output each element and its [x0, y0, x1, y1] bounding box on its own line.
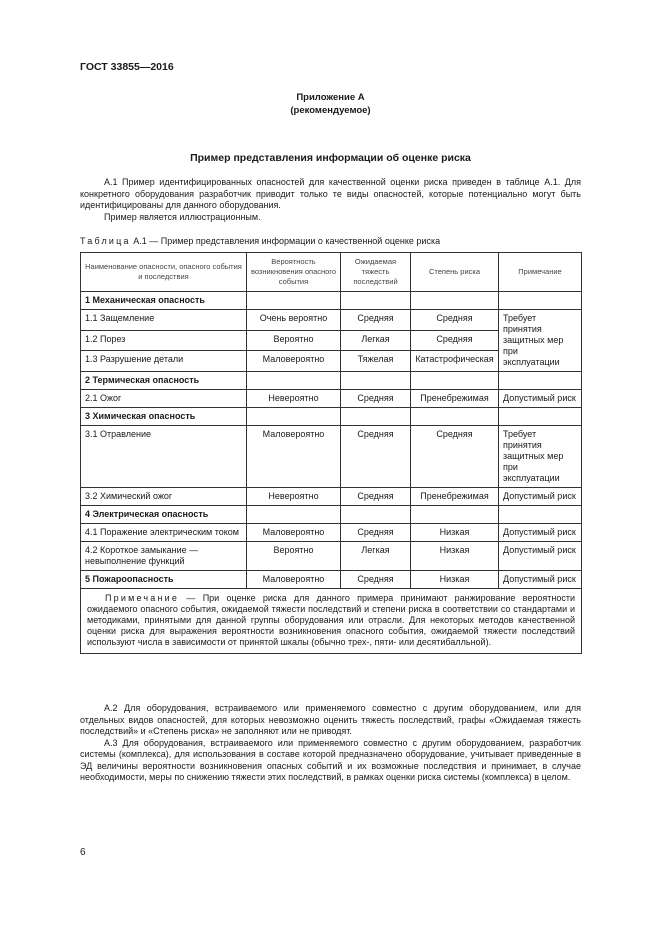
- group-thermal: 2 Термическая опасность: [81, 372, 247, 390]
- hazard-name: 3.1 Отравление: [81, 426, 247, 488]
- probability-cell: Маловероятно: [247, 351, 341, 372]
- table-note: [81, 589, 582, 654]
- intro-paragraph-example: Пример является иллюстрационным.: [104, 211, 261, 222]
- severity-cell: Средняя: [341, 524, 411, 542]
- table-row: [81, 571, 582, 589]
- table-row: [81, 542, 582, 571]
- group-fire: 5 Пожароопасность: [81, 571, 247, 589]
- severity-cell: Средняя: [341, 310, 411, 331]
- intro-text: [80, 177, 581, 223]
- table-caption: [80, 236, 440, 246]
- group-chemical: 3 Химическая опасность: [81, 408, 247, 426]
- degree-cell: Низкая: [411, 571, 499, 589]
- header-name: Наименование опасности, опасного события и последствия: [81, 253, 247, 292]
- paragraph-a3: А.3 Для оборудования, встраиваемого или применяемого совместно с другим оборудованием, разработчик системы (комплекса), для использования в составе которой предназначено оборудование, учитывает приведенные в ЭД величины вероятности возникновения опасных событий и их возможные последствия и принимает, в случае необходимости, меры по снижению тяжести этих последствий, в рамках оценки риска системы (комплекса) в целом.: [80, 737, 581, 782]
- table-header-row: [81, 253, 582, 292]
- group-mechanical: 1 Механическая опасность: [81, 292, 247, 310]
- document-code: ГОСТ 33855—2016: [80, 61, 174, 73]
- degree-cell: Средняя: [411, 310, 499, 331]
- table-row: [81, 390, 582, 408]
- note-cell: Допустимый риск: [499, 542, 582, 571]
- degree-cell: Пренебрежимая: [411, 488, 499, 506]
- hazard-name: 1.3 Разрушение детали: [81, 351, 247, 372]
- degree-cell: Пренебрежимая: [411, 390, 499, 408]
- degree-cell: Средняя: [411, 330, 499, 351]
- note-cell: Допустимый риск: [499, 488, 582, 506]
- group-row: [81, 292, 582, 310]
- group-row: [81, 506, 582, 524]
- hazard-name: 4.1 Поражение электрическим током: [81, 524, 247, 542]
- degree-cell: Низкая: [411, 542, 499, 571]
- table-caption-text: А.1 — Пример представления информации о качественной оценке риска: [133, 236, 441, 246]
- severity-cell: Средняя: [341, 426, 411, 488]
- group-row: [81, 372, 582, 390]
- severity-cell: Тяжелая: [341, 351, 411, 372]
- table-row: [81, 524, 582, 542]
- risk-table: [80, 252, 582, 654]
- degree-cell: Средняя: [411, 426, 499, 488]
- severity-cell: Средняя: [341, 571, 411, 589]
- table-note-label: Примечание: [105, 593, 180, 603]
- note-cell: Требует принятия защитных мер при эксплуатации: [499, 310, 582, 372]
- table-note-row: [81, 589, 582, 654]
- severity-cell: Легкая: [341, 542, 411, 571]
- note-cell: Допустимый риск: [499, 390, 582, 408]
- annex-status: (рекомендуемое): [290, 105, 371, 116]
- severity-cell: Средняя: [341, 488, 411, 506]
- table-row: [81, 426, 582, 488]
- header-probability: Вероятность возникновения опасного события: [247, 253, 341, 292]
- hazard-name: 4.2 Короткое замыкание — невыполнение функций: [81, 542, 247, 571]
- hazard-name: 3.2 Химический ожог: [81, 488, 247, 506]
- table-caption-label: Таблица: [80, 236, 131, 246]
- page-number: 6: [80, 847, 86, 858]
- section-title: Пример представления информации об оценке риска: [190, 152, 471, 164]
- hazard-name: 2.1 Ожог: [81, 390, 247, 408]
- probability-cell: Вероятно: [247, 330, 341, 351]
- header-severity: Ожидаемая тяжесть последствий: [341, 253, 411, 292]
- table-row: [81, 310, 582, 331]
- table-note-text: — При оценке риска для данного примера принимают ранжирование вероятности ожидаемого опасного события, ожидаемой тяжести последствий и степени риска в соответствии со стандартами и методиками, принятыми для данной группы оборудования или отрасли. Для некоторых методов качественной оценки риска для выражения вероятности возникновения опасного события, ожидаемой тяжести последствий используют числа в зависимости от принятой шкалы (обычно трех-, пяти- или десятибалльной).: [87, 593, 575, 647]
- note-cell: Допустимый риск: [499, 571, 582, 589]
- severity-cell: Легкая: [341, 330, 411, 351]
- paragraph-a2: А.2 Для оборудования, встраиваемого или применяемого совместно с другим оборудованием, или для отдельных видов опасностей, для которых невозможно оценить тяжесть последствий, графы «Ожидаемая тяжесть последствий» и «Степень риска» не заполняют или не приводят.: [80, 703, 581, 736]
- probability-cell: Невероятно: [247, 390, 341, 408]
- table-row: [81, 488, 582, 506]
- outro-text: [80, 703, 581, 784]
- annex-title: Приложение А: [296, 92, 365, 103]
- probability-cell: Маловероятно: [247, 426, 341, 488]
- probability-cell: Очень вероятно: [247, 310, 341, 331]
- severity-cell: Средняя: [341, 390, 411, 408]
- note-cell: Требует принятия защитных мер при эксплуатации: [499, 426, 582, 488]
- header-degree: Степень риска: [411, 253, 499, 292]
- probability-cell: Вероятно: [247, 542, 341, 571]
- degree-cell: Катастрофическая: [411, 351, 499, 372]
- degree-cell: Низкая: [411, 524, 499, 542]
- intro-paragraph-a1: А.1 Пример идентифицированных опасностей для качественной оценки риска приведен в таблице А.1. Для конкретного оборудования разработчик приводит только те виды опасностей, которые потенциально могут быть идентифицированы для данного оборудования.: [80, 177, 581, 210]
- probability-cell: Маловероятно: [247, 571, 341, 589]
- hazard-name: 1.1 Защемление: [81, 310, 247, 331]
- group-row: [81, 408, 582, 426]
- hazard-name: 1.2 Порез: [81, 330, 247, 351]
- header-note: Примечание: [499, 253, 582, 292]
- note-cell: Допустимый риск: [499, 524, 582, 542]
- group-electrical: 4 Электрическая опасность: [81, 506, 247, 524]
- probability-cell: Маловероятно: [247, 524, 341, 542]
- probability-cell: Невероятно: [247, 488, 341, 506]
